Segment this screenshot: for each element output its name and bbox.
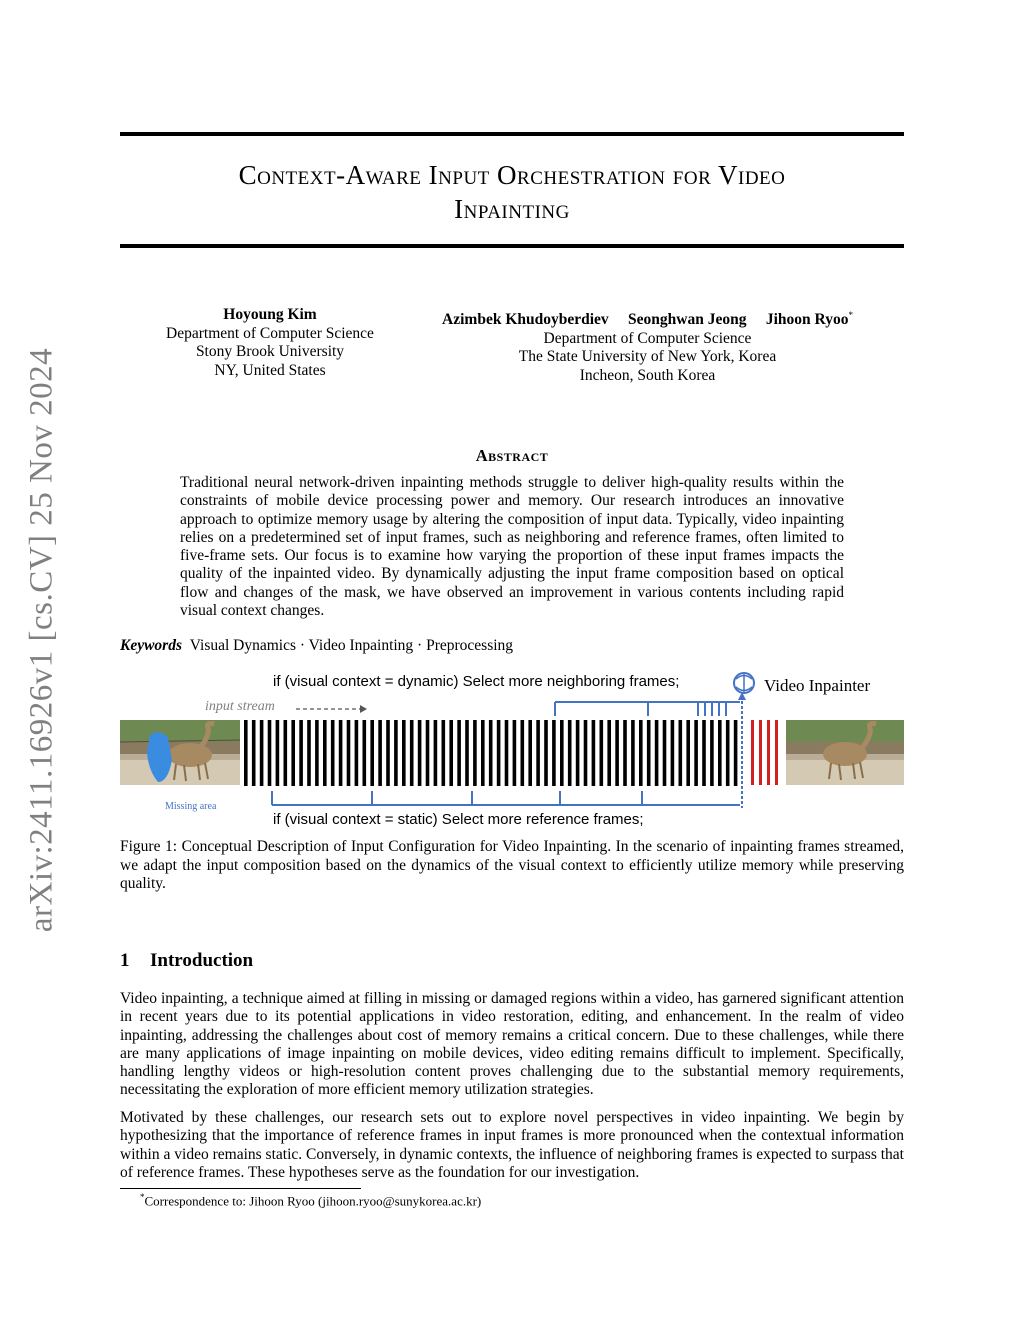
author-univ-right: The State University of New York, Korea	[518, 348, 777, 366]
stream-frame-bar	[631, 720, 635, 786]
author-univ-left: Stony Brook University	[195, 343, 345, 360]
figure-top-label: if (visual context = dynamic) Select more neighboring frames;	[273, 673, 680, 690]
section-title: Introduction	[150, 950, 254, 971]
stream-frame-bar	[521, 720, 525, 786]
author-dept-right: Department of Computer Science	[543, 329, 752, 347]
stream-frame-bar	[560, 720, 564, 786]
figure-bottom-label: if (visual context = static) Select more reference frames;	[273, 811, 644, 828]
corresponding-mark: *	[848, 310, 853, 320]
stream-frame-bar	[655, 720, 659, 786]
footnote	[140, 1192, 481, 1209]
stream-frame-bar	[355, 720, 359, 786]
stream-frame-bar	[734, 720, 738, 786]
stream-frame-bar	[434, 720, 438, 786]
stream-frame-bar	[718, 720, 722, 786]
stream-arrow-head	[360, 705, 367, 713]
footnote-mark: *	[140, 1192, 145, 1202]
missing-area-label: Missing area	[165, 801, 217, 812]
stream-frame-bar	[702, 720, 706, 786]
stream-frame-bar	[284, 720, 288, 786]
author-names-left: Hoyoung Kim	[223, 306, 317, 323]
stream-frame-bar	[528, 720, 532, 786]
stream-frame-bar	[347, 720, 351, 786]
intro-paragraph-2: Motivated by these challenges, our research sets out to explore novel perspectives in video inpainting. We begin by hypothesizing that the importance of reference frames in input frames is more pronounced when the contextual information within a video remains static. Conversely, in dynamic contexts, the influence of neighboring frames is expected to surpass that of reference frames. These hypotheses serve as the foundation for our investigation.	[120, 1109, 904, 1181]
stream-frame-bar	[600, 720, 604, 786]
stream-frame-bar	[552, 720, 556, 786]
stream-frame-bar	[592, 720, 596, 786]
stream-frame-bar	[505, 720, 509, 786]
frame-stream	[244, 720, 737, 786]
keywords-list: Visual Dynamics · Video Inpainting · Preprocessing	[189, 637, 514, 654]
stream-frame-bar	[473, 720, 477, 786]
stream-frame-bar	[449, 720, 453, 786]
neighbor-bracket	[555, 702, 740, 716]
author-dept-left: Department of Computer Science	[166, 324, 374, 342]
stream-frame-bar	[694, 720, 698, 786]
stream-frame-bar	[457, 720, 461, 786]
abstract-text: Traditional neural network-driven inpainting methods struggle to deliver high-quality results within the constraints of mobile device processing power and memory. Our research introduces an innovative approach to optimize memory usage by altering the composition of input data. Typically, video inpainting relies on a predetermined set of input frames, such as neighboring and reference frames, often limited to five-frame sets. Our focus is to examine how varying the proportion of these input frames impacts the quality of the inpainted video. By dynamically adjusting the input frame composition based on optical flow and changes of the mask, we have observed an improvement in various contents including rapid visual context changes.	[180, 474, 844, 620]
stream-frame-bar	[497, 720, 501, 786]
stream-frame-bar	[394, 720, 398, 786]
stream-frame-bar	[647, 720, 651, 786]
stream-frame-bar	[307, 720, 311, 786]
stream-frame-bar	[568, 720, 572, 786]
stream-frame-bar	[465, 720, 469, 786]
output-frames	[751, 720, 778, 785]
stream-frame-bar	[623, 720, 627, 786]
section-number: 1	[120, 950, 130, 971]
figure-caption: Figure 1: Conceptual Description of Input Configuration for Video Inpainting. In the scenario of inpainting frames streamed, we adapt the input composition based on the dynamics of the visual context to efficiently utilize memory while preserving quality.	[120, 838, 904, 893]
stream-frame-bar	[260, 720, 264, 786]
stream-frame-bar	[299, 720, 303, 786]
video-inpainter-label: Video Inpainter	[764, 676, 871, 695]
stream-frame-bar	[410, 720, 414, 786]
reference-bracket	[272, 791, 740, 805]
stream-frame-bar	[576, 720, 580, 786]
stream-frame-bar	[726, 720, 730, 786]
stream-frame-bar	[323, 720, 327, 786]
stream-frame-bar	[426, 720, 430, 786]
stream-frame-bar	[710, 720, 714, 786]
stream-frame-bar	[315, 720, 319, 786]
brain-icon	[734, 673, 754, 693]
stream-frame-bar	[513, 720, 517, 786]
stream-frame-bar	[481, 720, 485, 786]
stream-frame-bar	[276, 720, 280, 786]
stream-frame-bar	[268, 720, 272, 786]
stream-frame-bar	[442, 720, 446, 786]
stream-frame-bar	[370, 720, 374, 786]
stream-frame-bar	[291, 720, 295, 786]
author-loc-right: Incheon, South Korea	[579, 366, 716, 384]
arxiv-identifier: arXiv:2411.16926v1 [cs.CV] 25 Nov 2024	[23, 347, 60, 933]
section-heading	[120, 950, 253, 972]
title-line-1: Context-Aware Input Orchestration for Video	[238, 160, 786, 190]
author-names-right: Azimbek Khudoyberdiev Seonghwan Jeong Jihoon Ryoo	[442, 311, 849, 329]
stream-frame-bar	[607, 720, 611, 786]
stream-frame-bar	[339, 720, 343, 786]
stream-frame-bar	[363, 720, 367, 786]
stream-frame-bar	[679, 720, 683, 786]
stream-frame-bar	[686, 720, 690, 786]
stream-frame-bar	[639, 720, 643, 786]
stream-frame-bar	[418, 720, 422, 786]
stream-frame-bar	[615, 720, 619, 786]
intro-paragraph-1: Video inpainting, a technique aimed at filling in missing or damaged regions within a video, has garnered significant attention in recent years due to its potential applications in video restoration, editing, and enhancement. In the realm of video inpainting, addressing the challenges about cost of memory remains a critical concern. Due to these challenges, while there are many applications of image inpainting on mobile devices, video editing remains difficult to implement. Specifically, handling lengthy videos or high-resolution content proves challenging due to the substantial memory requirements, necessitating the exploration of more efficient memory utilization strategies.	[120, 990, 904, 1099]
stream-frame-bar	[671, 720, 675, 786]
input-image	[120, 720, 240, 785]
stream-frame-bar	[663, 720, 667, 786]
stream-frame-bar	[386, 720, 390, 786]
footnote-text: Correspondence to: Jihoon Ryoo (jihoon.ryoo@sunykorea.ac.kr)	[144, 1193, 482, 1209]
stream-frame-bar	[402, 720, 406, 786]
stream-frame-bar	[244, 720, 248, 786]
author-loc-left: NY, United States	[214, 361, 326, 379]
footnote-rule	[120, 1188, 361, 1189]
stream-frame-bar	[544, 720, 548, 786]
abstract-heading: Abstract	[475, 446, 549, 465]
stream-frame-bar	[252, 720, 256, 786]
stream-frame-bar	[584, 720, 588, 786]
keywords-label: Keywords	[120, 637, 182, 654]
input-stream-label: input stream	[205, 699, 275, 714]
title-line-2: Inpainting	[454, 194, 570, 224]
stream-frame-bar	[331, 720, 335, 786]
stream-frame-bar	[378, 720, 382, 786]
output-image	[786, 720, 904, 785]
stream-frame-bar	[536, 720, 540, 786]
stream-frame-bar	[489, 720, 493, 786]
